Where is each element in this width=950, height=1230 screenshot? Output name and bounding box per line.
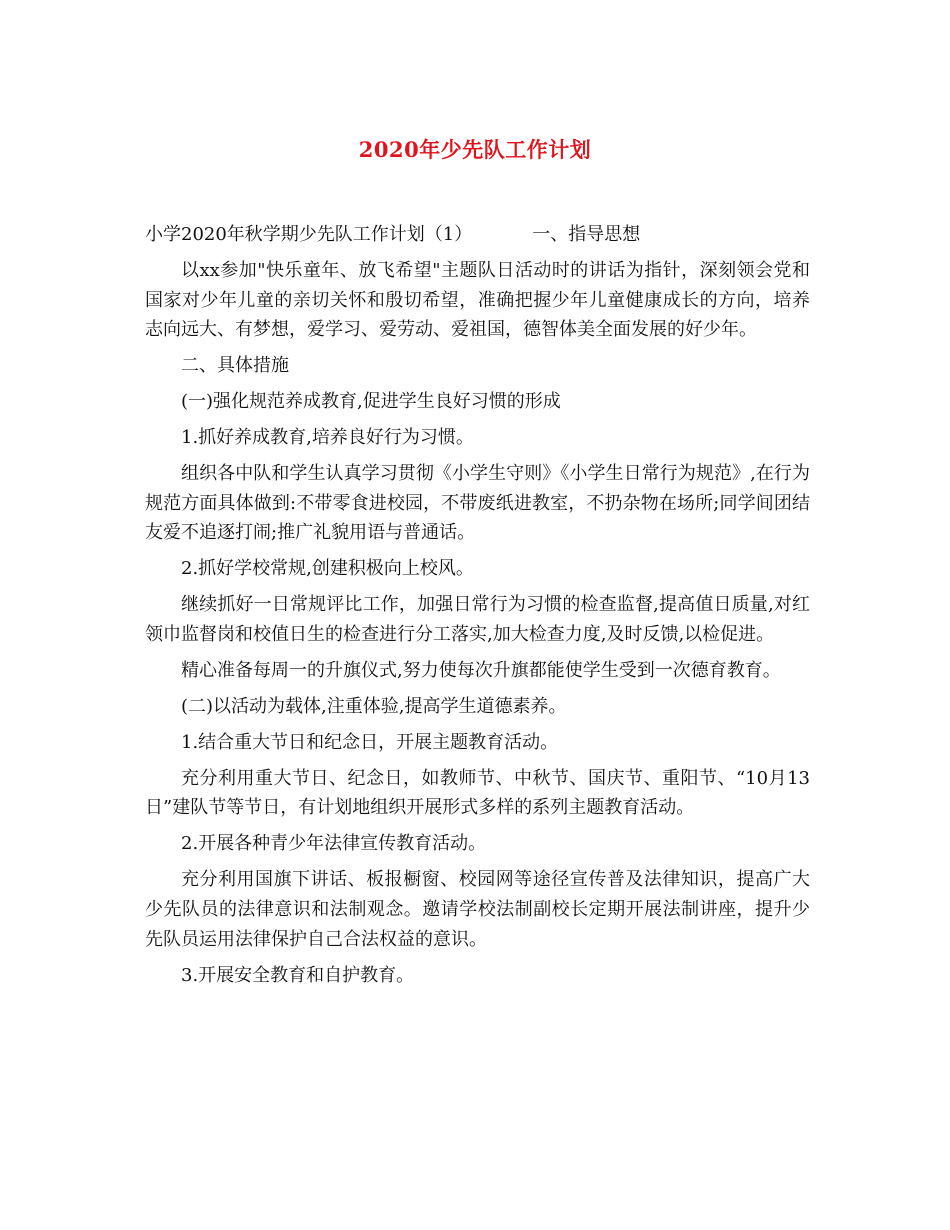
subtitle-line xyxy=(145,220,810,250)
document-title: 2020年少先队工作计划 xyxy=(358,137,592,162)
subsection-heading: (一)强化规范养成教育,促进学生良好习惯的形成 xyxy=(181,391,561,413)
document-body xyxy=(145,220,810,997)
paragraph: 组织各中队和学生认真学习贯彻《小学生守则》《小学生日常行为规范》,在行为规范方面具体做到:不带零食进校园，不带废纸进教室，不扔杂物在场所;同学间团结友爱不追逐打闹;推广礼貌用语与普通话。 xyxy=(145,463,810,544)
item-heading: 3.开展安全教育和自护教育。 xyxy=(181,964,415,986)
document-subtitle: 小学2020年秋学期少先队工作计划（1） xyxy=(145,224,473,245)
section-heading-guiding-ideology: 一、指导思想 xyxy=(532,224,641,245)
paragraph: 充分利用重大节日、纪念日，如教师节、中秋节、国庆节、重阳节、“10月13日”建队节等节日，有计划地组织开展形式多样的系列主题教育活动。 xyxy=(145,767,810,819)
item-heading: 1.抓好养成教育,培养良好行为习惯。 xyxy=(181,427,474,449)
paragraph: 充分利用国旗下讲话、板报橱窗、校园网等途径宣传普及法律知识，提高广大少先队员的法律意识和法制观念。邀请学校法制副校长定期开展法制讲座，提升少先队员运用法律保护自己合法权益的意识。 xyxy=(145,869,810,950)
paragraph: 精心准备每周一的升旗仪式,努力使每次升旗都能使学生受到一次德育教育。 xyxy=(181,659,781,681)
paragraph: 以xx参加"快乐童年、放飞希望"主题队日活动时的讲话为指针，深刻领会党和国家对少年儿童的亲切关怀和殷切希望，准确把握少年儿童健康成长的方向，培养志向远大、有梦想，爱学习、爱劳动、爱祖国，德智体美全面发展的好少年。 xyxy=(145,259,810,341)
section-heading-measures: 二、具体措施 xyxy=(181,355,289,377)
subsection-heading: (二)以活动为载体,注重体验,提高学生道德素养。 xyxy=(181,695,567,717)
item-heading: 2.抓好学校常规,创建积极向上校风。 xyxy=(181,558,474,580)
item-heading: 2.开展各种青少年法律宣传教育活动。 xyxy=(181,833,487,855)
paragraph: 继续抓好一日常规评比工作，加强日常行为习惯的检查监督,提高值日质量,对红领巾监督岗和校值日生的检查进行分工落实,加大检查力度,及时反馈,以检促进。 xyxy=(145,594,810,645)
item-heading: 1.结合重大节日和纪念日，开展主题教育活动。 xyxy=(181,731,559,753)
